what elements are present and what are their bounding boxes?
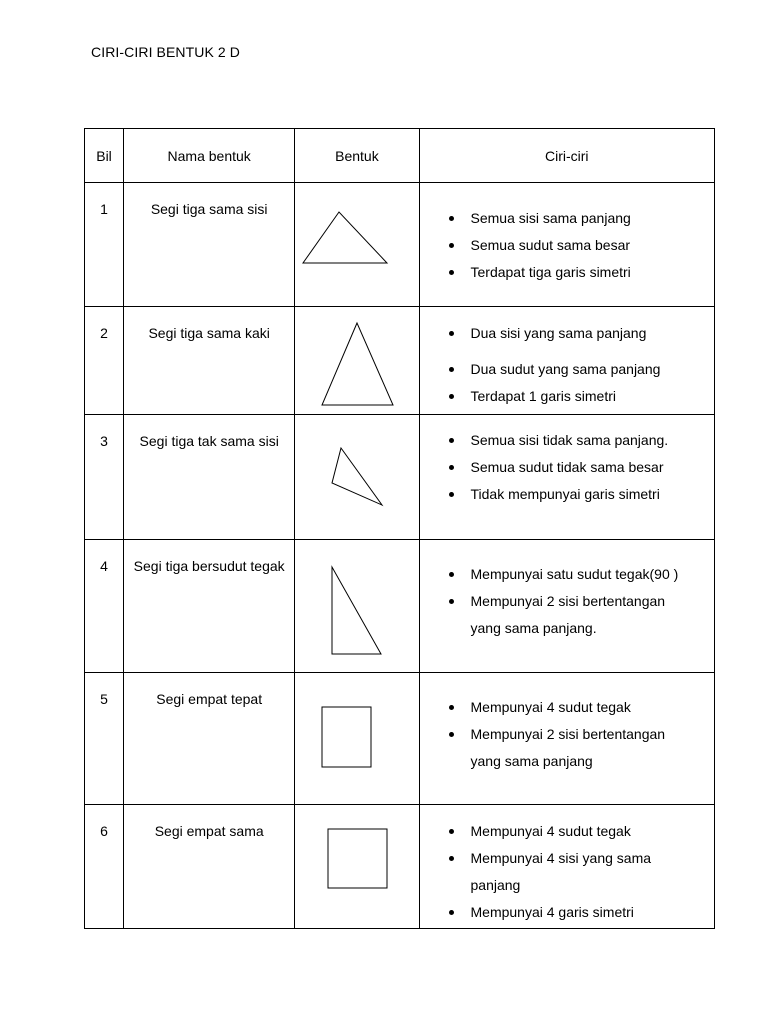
shape-name: Segi tiga sama sisi xyxy=(124,183,295,307)
characteristics-cell xyxy=(419,673,715,805)
shape-cell xyxy=(295,415,419,540)
characteristics-list xyxy=(420,673,715,775)
list-item: Semua sudut tidak sama besar xyxy=(420,454,715,481)
shape-cell xyxy=(295,307,419,415)
list-item: Mempunyai 4 garis simetri xyxy=(420,899,715,926)
page-title: CIRI-CIRI BENTUK 2 D xyxy=(91,44,241,60)
list-item: Mempunyai 2 sisi bertentangan xyxy=(420,721,715,748)
characteristics-list xyxy=(420,805,715,926)
list-item-continuation: panjang xyxy=(470,877,521,893)
row-number: 5 xyxy=(85,673,124,805)
row-number: 2 xyxy=(85,307,124,415)
square-icon xyxy=(295,805,419,929)
header-bil: Bil xyxy=(85,129,124,183)
shape-name: Segi tiga tak sama sisi xyxy=(124,415,295,540)
characteristics-cell xyxy=(419,183,715,307)
table-row xyxy=(85,805,715,929)
characteristics-list xyxy=(420,540,715,642)
list-item: Semua sisi tidak sama panjang. xyxy=(420,427,715,454)
rectangle-icon xyxy=(295,673,419,805)
characteristics-cell xyxy=(419,307,715,415)
list-item: Semua sisi sama panjang xyxy=(420,205,715,232)
shape-cell xyxy=(295,183,419,307)
characteristics-cell xyxy=(419,805,715,929)
shape-cell xyxy=(295,805,419,929)
table-row xyxy=(85,307,715,415)
list-item: Terdapat 1 garis simetri xyxy=(420,383,715,410)
list-item: Tidak mempunyai garis simetri xyxy=(420,481,715,508)
list-item: Semua sudut sama besar xyxy=(420,232,715,259)
table-row xyxy=(85,183,715,307)
shape-name: Segi empat tepat xyxy=(124,673,295,805)
list-item: Terdapat tiga garis simetri xyxy=(420,259,715,286)
scalene-triangle-icon xyxy=(295,415,419,540)
list-item: Mempunyai 4 sudut tegak xyxy=(420,818,715,845)
row-number: 4 xyxy=(85,540,124,673)
list-item-continuation: yang sama panjang. xyxy=(470,620,597,636)
list-item: Dua sudut yang sama panjang xyxy=(420,356,715,383)
characteristics-list xyxy=(420,415,715,508)
characteristics-list xyxy=(420,307,715,410)
equilateral-triangle-icon xyxy=(295,183,419,307)
right-triangle-icon xyxy=(295,540,419,673)
characteristics-list xyxy=(420,183,715,286)
isosceles-triangle-icon xyxy=(295,307,419,415)
shape-name: Segi tiga sama kaki xyxy=(124,307,295,415)
header-characteristics: Ciri-ciri xyxy=(419,129,715,183)
table-row xyxy=(85,415,715,540)
shape-cell xyxy=(295,540,419,673)
header-shape: Bentuk xyxy=(295,129,419,183)
characteristics-cell xyxy=(419,415,715,540)
list-item: Mempunyai 4 sisi yang sama xyxy=(420,845,715,872)
characteristics-cell xyxy=(419,540,715,673)
table-row xyxy=(85,673,715,805)
shapes-table xyxy=(84,128,715,929)
list-item: Mempunyai 2 sisi bertentangan xyxy=(420,588,715,615)
shape-cell xyxy=(295,673,419,805)
row-number: 3 xyxy=(85,415,124,540)
row-number: 1 xyxy=(85,183,124,307)
list-item: Mempunyai 4 sudut tegak xyxy=(420,694,715,721)
list-item-continuation: yang sama panjang xyxy=(470,753,593,769)
list-item: Dua sisi yang sama panjang xyxy=(420,320,715,347)
shape-name: Segi empat sama xyxy=(124,805,295,929)
table-header-row xyxy=(85,129,715,183)
row-number: 6 xyxy=(85,805,124,929)
header-name: Nama bentuk xyxy=(124,129,295,183)
list-item: Mempunyai satu sudut tegak(90 ) xyxy=(420,561,715,588)
shape-name: Segi tiga bersudut tegak xyxy=(124,540,295,673)
table-row xyxy=(85,540,715,673)
